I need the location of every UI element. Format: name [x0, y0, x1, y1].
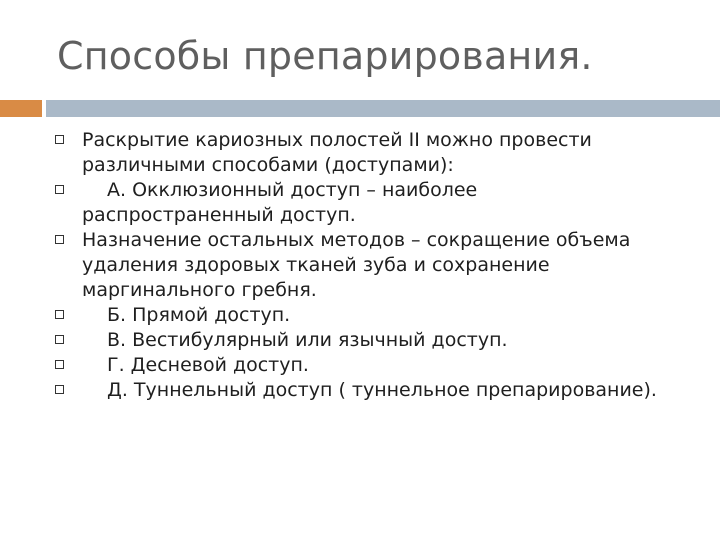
bullet-line: Назначение остальных методов – сокращение объема — [82, 229, 631, 251]
square-bullet-icon — [55, 235, 64, 244]
square-bullet-icon — [55, 360, 64, 369]
bullet-item — [52, 378, 712, 403]
bullet-list — [52, 128, 712, 403]
bullet-line: распространенный доступ. — [82, 204, 356, 226]
slide-title: Способы препарирования. — [57, 34, 593, 78]
square-bullet-icon — [55, 310, 64, 319]
square-bullet-icon — [55, 335, 64, 344]
bullet-line: различными способами (доступами): — [82, 154, 454, 176]
title-divider-bar — [46, 100, 720, 117]
bullet-item — [52, 228, 712, 303]
bullet-line: В. Вестибулярный или язычный доступ. — [107, 329, 508, 351]
square-bullet-icon — [55, 185, 64, 194]
bullet-line: Раскрытие кариозных полостей II можно провести — [82, 129, 592, 151]
bullet-item — [52, 328, 712, 353]
bullet-item — [52, 128, 712, 178]
bullet-line: удаления здоровых тканей зуба и сохранение — [82, 254, 550, 276]
bullet-item — [52, 353, 712, 378]
bullet-line: Г. Десневой доступ. — [107, 354, 309, 376]
bullet-line: Б. Прямой доступ. — [107, 304, 291, 326]
bullet-item — [52, 303, 712, 328]
bullet-line: Д. Туннельный доступ ( туннельное препарирование). — [107, 379, 657, 401]
accent-bar — [0, 100, 42, 117]
bullet-item — [52, 178, 712, 228]
bullet-line: А. Окклюзионный доступ – наиболее — [107, 179, 478, 201]
bullet-line: маргинального гребня. — [82, 279, 317, 301]
square-bullet-icon — [55, 135, 64, 144]
square-bullet-icon — [55, 385, 64, 394]
